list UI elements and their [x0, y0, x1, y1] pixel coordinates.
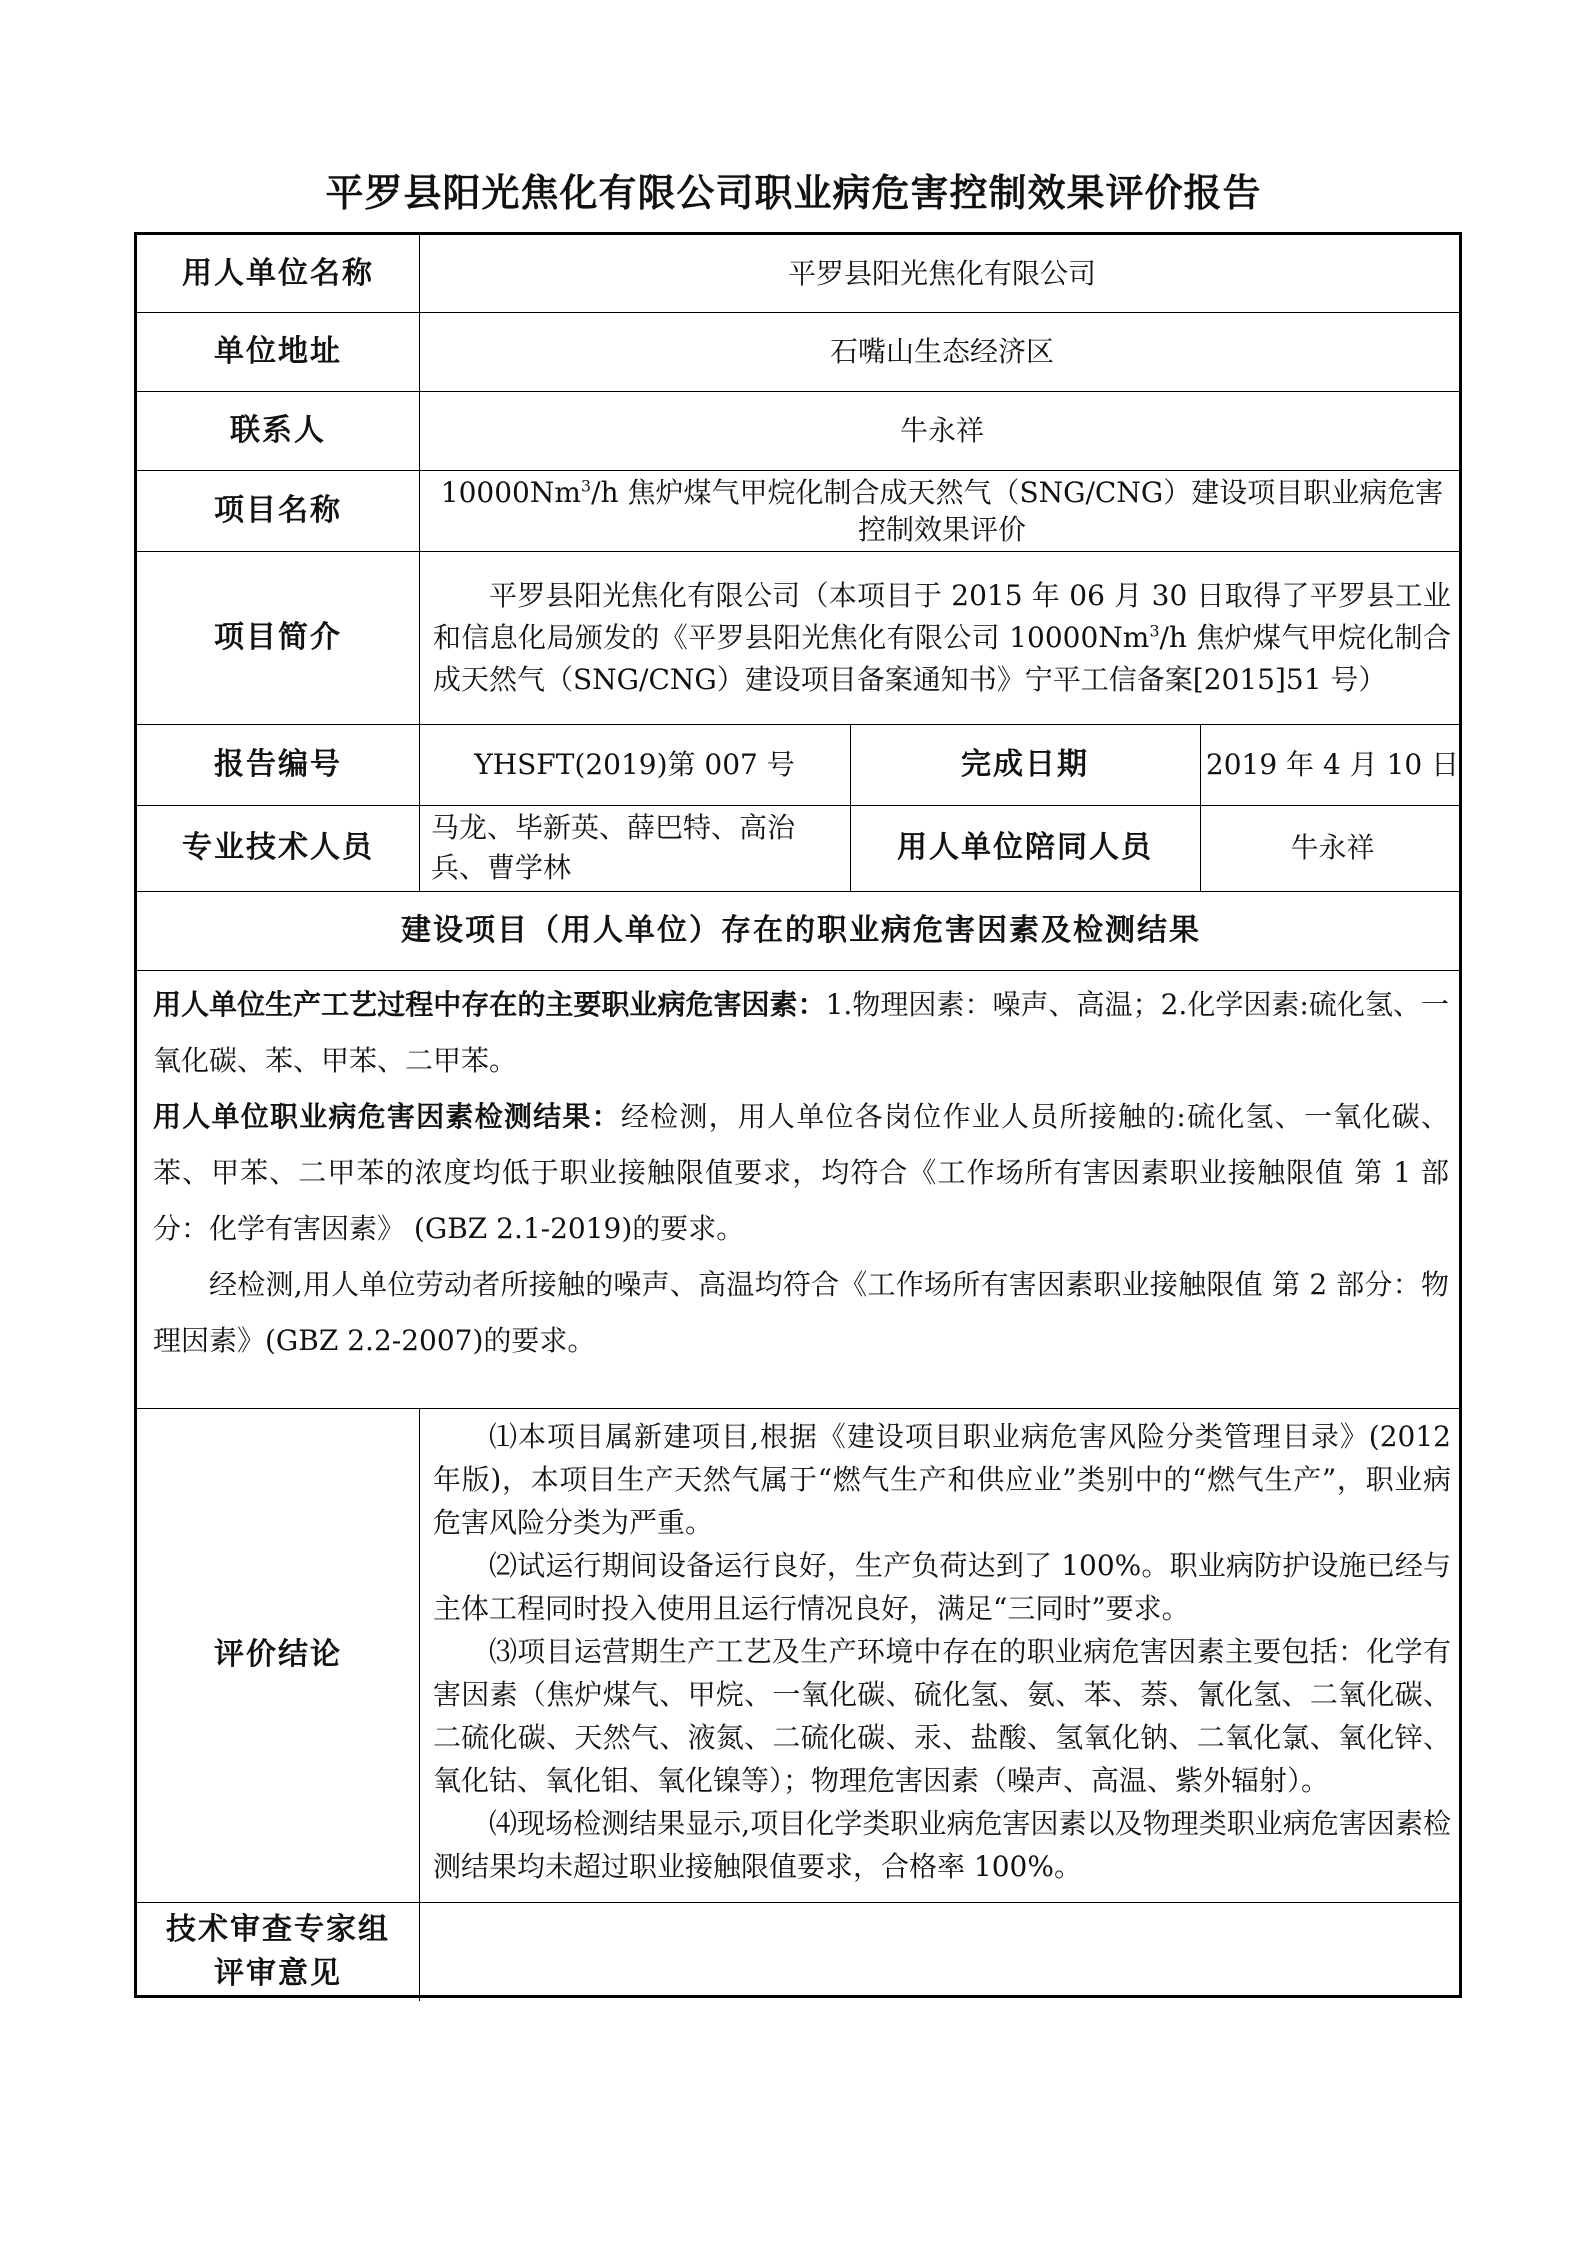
accompany-value: 牛永祥 [1290, 831, 1375, 864]
conclusion-item: ⑶项目运营期生产工艺及生产环境中存在的职业病危害因素主要包括：化学有害因素（焦炉煤气、甲烷、一氧化碳、硫化氢、氨、苯、萘、氰化氢、二氧化碳、二硫化碳、天然气、液氮、二硫化碳、汞、盐酸、氢氧化钠、二氧化氯、氧化锌、氧化钴、氧化钼、氧化镍等）；物理危害因素（噪声、高温、紫外辐射）。 [433, 1635, 1451, 1797]
conclusion-item: ⑴本项目属新建项目,根据《建设项目职业病危害风险分类管理目录》(2012 年版)，本项目生产天然气属于“燃气生产和供应业”类别中的“燃气生产”，职业病危害风险分类为严重。 [433, 1420, 1451, 1539]
project-intro-label: 项目简介 [214, 619, 342, 655]
unit-name-value: 平罗县阳光焦化有限公司 [787, 256, 1096, 290]
tech-staff-label: 专业技术人员 [182, 830, 374, 865]
unit-name-label: 用人单位名称 [182, 255, 374, 291]
hazards-block [137, 977, 1465, 1369]
address-value: 石嘴山生态经济区 [829, 334, 1054, 368]
project-intro-value: 平罗县阳光焦化有限公司（本项目于 2015 年 06 月 30 日取得了平罗县工业和信息化局颁发的《平罗县阳光焦化有限公司 10000Nm$^3$/h 焦炉煤气甲烷化制合成天然气（SNG/CNG）建设项目备案通知书》宁平工信备案[2015]51 号） [433, 578, 1451, 696]
evaluation-form-table [134, 232, 1462, 1998]
physical-result-paragraph: 经检测,用人单位劳动者所接触的噪声、高温均符合《工作场所有害因素职业接触限值 第 2 部分：物理因素》(GBZ 2.2-2007)的要求。 [153, 1268, 1449, 1357]
finish-date-label: 完成日期 [961, 746, 1089, 782]
section-heading: 建设项目（用人单位）存在的职业病危害因素及检测结果 [401, 912, 1201, 948]
project-name-value: 10000Nm$^3$/h 焦炉煤气甲烷化制合成天然气（SNG/CNG）建设项目职业病危害控制效果评价 [440, 475, 1444, 546]
contact-label: 联系人 [230, 412, 326, 448]
project-name-label: 项目名称 [214, 492, 342, 528]
conclusion-item: ⑷现场检测结果显示,项目化学类职业病危害因素以及物理类职业病危害因素检测结果均未超过职业接触限值要求，合格率 100%。 [433, 1807, 1451, 1883]
expert-review-label: 技术审查专家组评审意见 [166, 1911, 390, 1991]
contact-value: 牛永祥 [899, 413, 984, 447]
expert-review-value[interactable] [419, 1902, 1465, 2001]
address-label: 单位地址 [214, 333, 342, 369]
finish-date-value: 2019 年 4 月 10 日 [1205, 747, 1460, 781]
report-no-label: 报告编号 [214, 746, 342, 782]
document-title: 平罗县阳光焦化有限公司职业病危害控制效果评价报告 [325, 170, 1262, 215]
conclusion-content [419, 1415, 1465, 1888]
detection-result-paragraph: 用人单位职业病危害因素检测结果：经检测，用人单位各岗位作业人员所接触的:硫化氢、一氧化碳、苯、甲苯、二甲苯的浓度均低于职业接触限值要求，均符合《工作场所有害因素职业接触限值 第 1 部分：化学有害因素》 (GBZ 2.1-2019)的要求。 [153, 1100, 1449, 1245]
main-hazards-paragraph: 用人单位生产工艺过程中存在的主要职业病危害因素：1.物理因素：噪声、高温；2.化学因素:硫化氢、一氧化碳、苯、甲苯、二甲苯。 [153, 988, 1449, 1077]
accompany-label: 用人单位陪同人员 [897, 830, 1153, 865]
conclusion-item: ⑵试运行期间设备运行良好，生产负荷达到了 100%。职业病防护设施已经与主体工程同时投入使用且运行情况良好，满足“三同时”要求。 [433, 1549, 1451, 1625]
report-no-value: YHSFT(2019)第 007 号 [474, 747, 795, 781]
conclusion-label: 评价结论 [214, 1637, 342, 1672]
tech-staff-value: 马龙、毕新英、薛巴特、高治兵、曹学林 [431, 811, 796, 884]
